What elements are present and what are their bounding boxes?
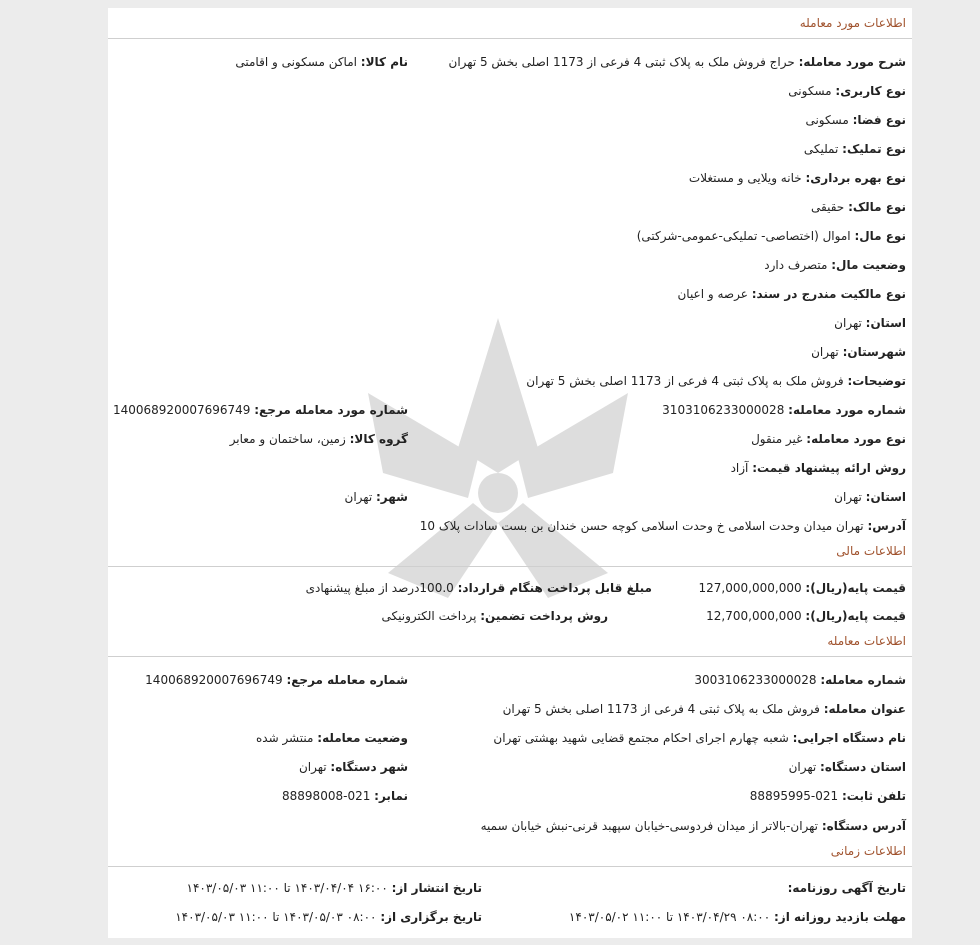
section-title-deal: اطلاعات معامله: [827, 634, 906, 648]
field-label: روش ارائه پیشنهاد قیمت:: [752, 461, 906, 475]
goods-group-row: [230, 431, 408, 447]
field-value: مسکونی: [788, 84, 832, 98]
field-label: نوع کاربری:: [835, 84, 906, 98]
field-value: تهران: [788, 760, 817, 774]
publish-date-row: [187, 880, 482, 896]
notes-row: [526, 373, 906, 389]
field-value: تهران میدان وحدت اسلامی خ وحدت اسلامی کوچه حسن خندان بن بست سادات پلاک 10: [419, 519, 864, 533]
field-label: روش پرداخت تضمین:: [480, 609, 608, 623]
field-value: تهران: [834, 316, 862, 330]
field-label: شهر دستگاه:: [330, 760, 408, 774]
field-label: نوع مورد معامله:: [806, 432, 906, 446]
owner-type-row: [811, 199, 906, 215]
field-value: شعبه چهارم اجرای احکام مجتمع قضایی شهید بهشتی تهران: [493, 731, 789, 745]
field-value: فروش ملک به پلاک ثبتی 4 فرعی از 1173 اصلی بخش 5 تهران: [526, 374, 844, 388]
field-label: نوع فضا:: [852, 113, 906, 127]
parsnamad-watermark-icon: [305, 298, 688, 658]
guarantee-method-row: [382, 608, 608, 624]
location-city-row: [345, 489, 408, 505]
auction-details-page: [108, 8, 912, 938]
field-value: متصرف دارد: [764, 258, 828, 272]
space-type-row: [805, 112, 906, 128]
field-label: مبلغ قابل پرداخت هنگام قرارداد:: [457, 581, 652, 595]
field-value: زمین، ساختمان و معابر: [229, 432, 346, 446]
field-label: مهلت بازدید روزانه از:: [774, 910, 906, 924]
org-city-row: [299, 759, 408, 775]
field-value: منتشر شده: [255, 731, 314, 745]
field-value: ۱۶:۰۰ ۱۴۰۳/۰۴/۰۴ تا ۱۱:۰۰ ۱۴۰۳/۰۵/۰۳: [186, 881, 388, 895]
field-label: نوع مال:: [854, 229, 906, 243]
field-value: تهران: [344, 490, 373, 504]
field-label: استان دستگاه:: [820, 760, 906, 774]
guarantee-price-row: [706, 608, 906, 624]
field-value: 140068920007696749: [112, 403, 251, 417]
field-value: 100.0درصد از مبلغ پیشنهادی: [305, 581, 454, 595]
field-value: پرداخت الکترونیکی: [381, 609, 477, 623]
field-value: اماکن مسکونی و اقامتی: [235, 55, 357, 69]
divider: [108, 866, 912, 867]
exploitation-type-row: [689, 170, 906, 186]
section-title-financial: اطلاعات مالی: [836, 544, 906, 558]
deal-status-row: [256, 730, 408, 746]
field-value: اموال (اختصاصی- تملیکی-عمومی-شرکتی): [636, 229, 851, 243]
ownership-type-row: [804, 141, 906, 157]
field-value: حقیقی: [811, 200, 845, 214]
field-label: نوع تملیک:: [842, 142, 906, 156]
field-label: تاریخ انتشار از:: [391, 881, 482, 895]
field-label: قیمت پایه(ریال):: [805, 609, 906, 623]
org-address-row: [481, 818, 906, 834]
field-label: تلفن ثابت:: [841, 789, 906, 803]
deal-item-type-row: [751, 431, 906, 447]
ref-item-number-row: [113, 402, 408, 418]
goods-name-row: [235, 54, 408, 70]
field-label: تاریخ برگزاری از:: [380, 910, 482, 924]
deal-title-row: [503, 701, 906, 717]
field-value: آزاد: [730, 461, 749, 475]
payable-amount-row: [306, 580, 652, 596]
field-label: عنوان معامله:: [823, 702, 906, 716]
field-value: 3103106233000028: [662, 403, 785, 417]
field-value: 3003106233000028: [694, 673, 817, 687]
field-label: نام دستگاه اجرایی:: [792, 731, 906, 745]
field-value: حراج فروش ملک به پلاک ثبتی 4 فرعی از 1173 اصلی بخش 5 تهران: [448, 55, 795, 69]
field-label: نوع مالکیت مندرج در سند:: [751, 287, 906, 301]
hold-date-row: [175, 909, 482, 925]
field-label: آدرس دستگاه:: [821, 819, 906, 833]
field-value: 021-88895995: [749, 789, 839, 803]
county-row: [811, 344, 906, 360]
field-value: خانه ویلایی و مستغلات: [688, 171, 802, 185]
property-status-row: [764, 257, 906, 273]
field-label: قیمت پایه(ریال):: [805, 581, 906, 595]
property-type-row: [637, 228, 906, 244]
field-value: 127,000,000,000: [698, 581, 802, 595]
divider: [108, 566, 912, 567]
field-value: 021-88898008: [282, 789, 371, 803]
deal-number-row: [694, 672, 906, 688]
field-label: شهرستان:: [842, 345, 906, 359]
item-number-row: [662, 402, 906, 418]
visit-deadline-row: [569, 909, 906, 925]
field-value: تملیکی: [803, 142, 839, 156]
org-province-row: [789, 759, 906, 775]
divider: [108, 656, 912, 657]
section-title-subject: اطلاعات مورد معامله: [799, 16, 906, 30]
deal-description-row: [449, 54, 906, 70]
field-label: شماره مورد معامله:: [788, 403, 906, 417]
field-value: ۰۸:۰۰ ۱۴۰۳/۰۵/۰۳ تا ۱۱:۰۰ ۱۴۰۳/۰۵/۰۳: [175, 910, 377, 924]
executive-org-row: [493, 730, 906, 746]
field-label: شماره معامله:: [820, 673, 906, 687]
address-row: [420, 518, 906, 534]
field-label: گروه کالا:: [349, 432, 408, 446]
field-value: تهران: [298, 760, 327, 774]
field-label: نام کالا:: [360, 55, 408, 69]
field-label: توضیحات:: [847, 374, 906, 388]
field-label: شرح مورد معامله:: [798, 55, 906, 69]
field-value: تهران-بالاتر از میدان فردوسی-خیابان سپهبد قرنی-نبش خیابان سمیه: [480, 819, 819, 833]
deal-ref-number-row: [145, 672, 408, 688]
field-label: تاریخ آگهی روزنامه:: [787, 881, 906, 895]
fax-row: [282, 788, 408, 804]
newspaper-date-row: [788, 880, 906, 896]
base-price-row: [699, 580, 906, 596]
field-label: نوع بهره برداری:: [805, 171, 906, 185]
field-label: شماره معامله مرجع:: [286, 673, 408, 687]
field-label: شهر:: [376, 490, 408, 504]
deed-ownership-row: [677, 286, 906, 302]
field-value: 140068920007696749: [145, 673, 283, 687]
field-value: تهران: [834, 490, 862, 504]
field-label: وضعیت معامله:: [317, 731, 408, 745]
field-label: نوع مالک:: [848, 200, 906, 214]
field-value: تهران: [811, 345, 839, 359]
field-label: نمابر:: [374, 789, 408, 803]
location-province-row: [834, 489, 906, 505]
field-label: استان:: [865, 490, 906, 504]
usage-type-row: [788, 83, 906, 99]
field-value: غیر منقول: [751, 432, 803, 446]
field-value: ۰۸:۰۰ ۱۴۰۳/۰۴/۲۹ تا ۱۱:۰۰ ۱۴۰۳/۰۵/۰۲: [568, 910, 771, 924]
field-value: عرصه و اعیان: [677, 287, 748, 301]
section-title-time: اطلاعات زمانی: [830, 844, 906, 858]
price-method-row: [731, 460, 906, 476]
field-label: آدرس:: [867, 519, 906, 533]
field-label: شماره مورد معامله مرجع:: [254, 403, 408, 417]
field-value: مسکونی: [805, 113, 849, 127]
field-value: 12,700,000,000: [706, 609, 802, 623]
divider: [108, 38, 912, 39]
field-value: فروش ملک به پلاک ثبتی 4 فرعی از 1173 اصلی بخش 5 تهران: [502, 702, 820, 716]
province-row: [834, 315, 906, 331]
phone-row: [750, 788, 906, 804]
field-label: وضعیت مال:: [831, 258, 906, 272]
field-label: استان:: [865, 316, 906, 330]
